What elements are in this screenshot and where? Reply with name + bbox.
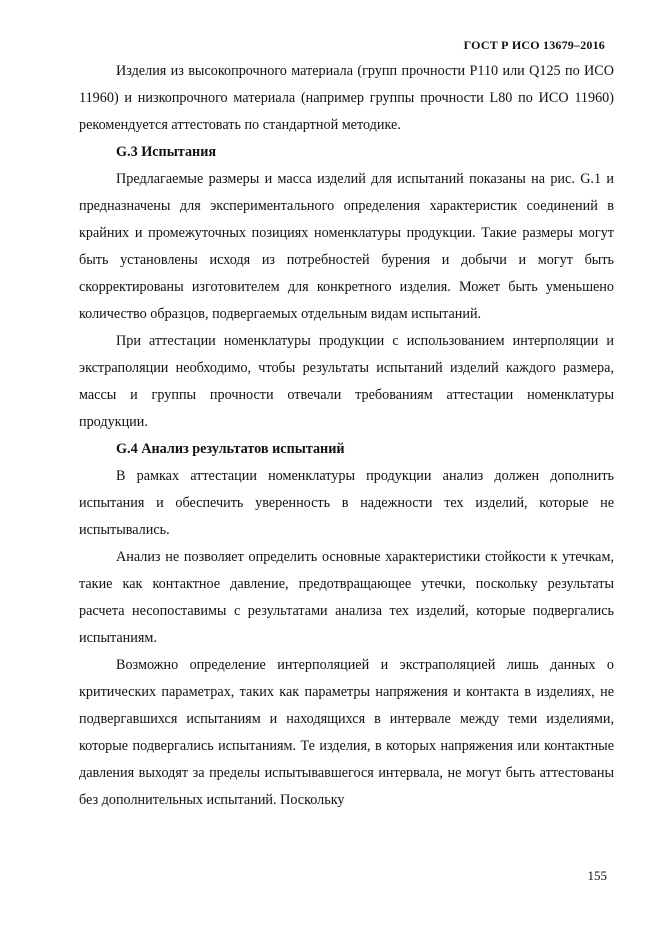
paragraph-analysis-scope: В рамках аттестации номенклатуры продукции анализ должен дополнить испытания и обеспечить уверенность в надежности тех изделий, которые не испытывались. [79, 468, 614, 538]
paragraph-test-sizes: Предлагаемые размеры и масса изделий для испытаний показаны на рис. G.1 и предназначены для экспериментального определения характеристик соединений в крайних и промежуточных позициях номенклатуры продукции. Такие размеры могут быть установлены исходя из потребностей бурения и добычи и могут быть скорректированы изготовителем для конкретного изделия. Может быть уменьшено количество образцов, подвергаемых отдельным видам испытаний. [79, 171, 614, 322]
paragraph-interpolation: При аттестации номенклатуры продукции с использованием интерполяции и экстраполяции необходимо, чтобы результаты испытаний изделий каждого размера, массы и группы прочности отвечали требованиям аттестации номенклатуры продукции. [79, 333, 614, 430]
standard-header: ГОСТ Р ИСО 13679–2016 [463, 38, 605, 52]
paragraph-critical-params: Возможно определение интерполяцией и экстраполяцией лишь данных о критических параметрах, таких как параметры напряжения и контакта в изделиях, не подвергавшихся испытаниям и находящихся в интервале между теми изделиями, которые подвергались испытаниям. Те изделия, в которых напряжения или контактные давления выходят за пределы испытывавшегося интервала, не могут быть аттестованы без дополнительных испытаний. Поскольку [79, 657, 614, 808]
paragraph-analysis-limits: Анализ не позволяет определить основные характеристики стойкости к утечкам, такие как контактное давление, предотвращающее утечки, поскольку результаты расчета несопоставимы с результатами анализа тех изделий, которые подвергались испытаниям. [79, 549, 614, 646]
paragraph-high-strength: Изделия из высокопрочного материала (групп прочности P110 или Q125 по ИСО 11960) и низкопрочного материала (например группы прочности L80 по ИСО 11960) рекомендуется аттестовать по стандартной методике. [79, 63, 614, 133]
section-heading-g4: G.4 Анализ результатов испытаний [116, 441, 345, 457]
page-number: 155 [587, 868, 607, 883]
section-heading-g3: G.3 Испытания [116, 144, 217, 160]
document-body [79, 58, 614, 814]
